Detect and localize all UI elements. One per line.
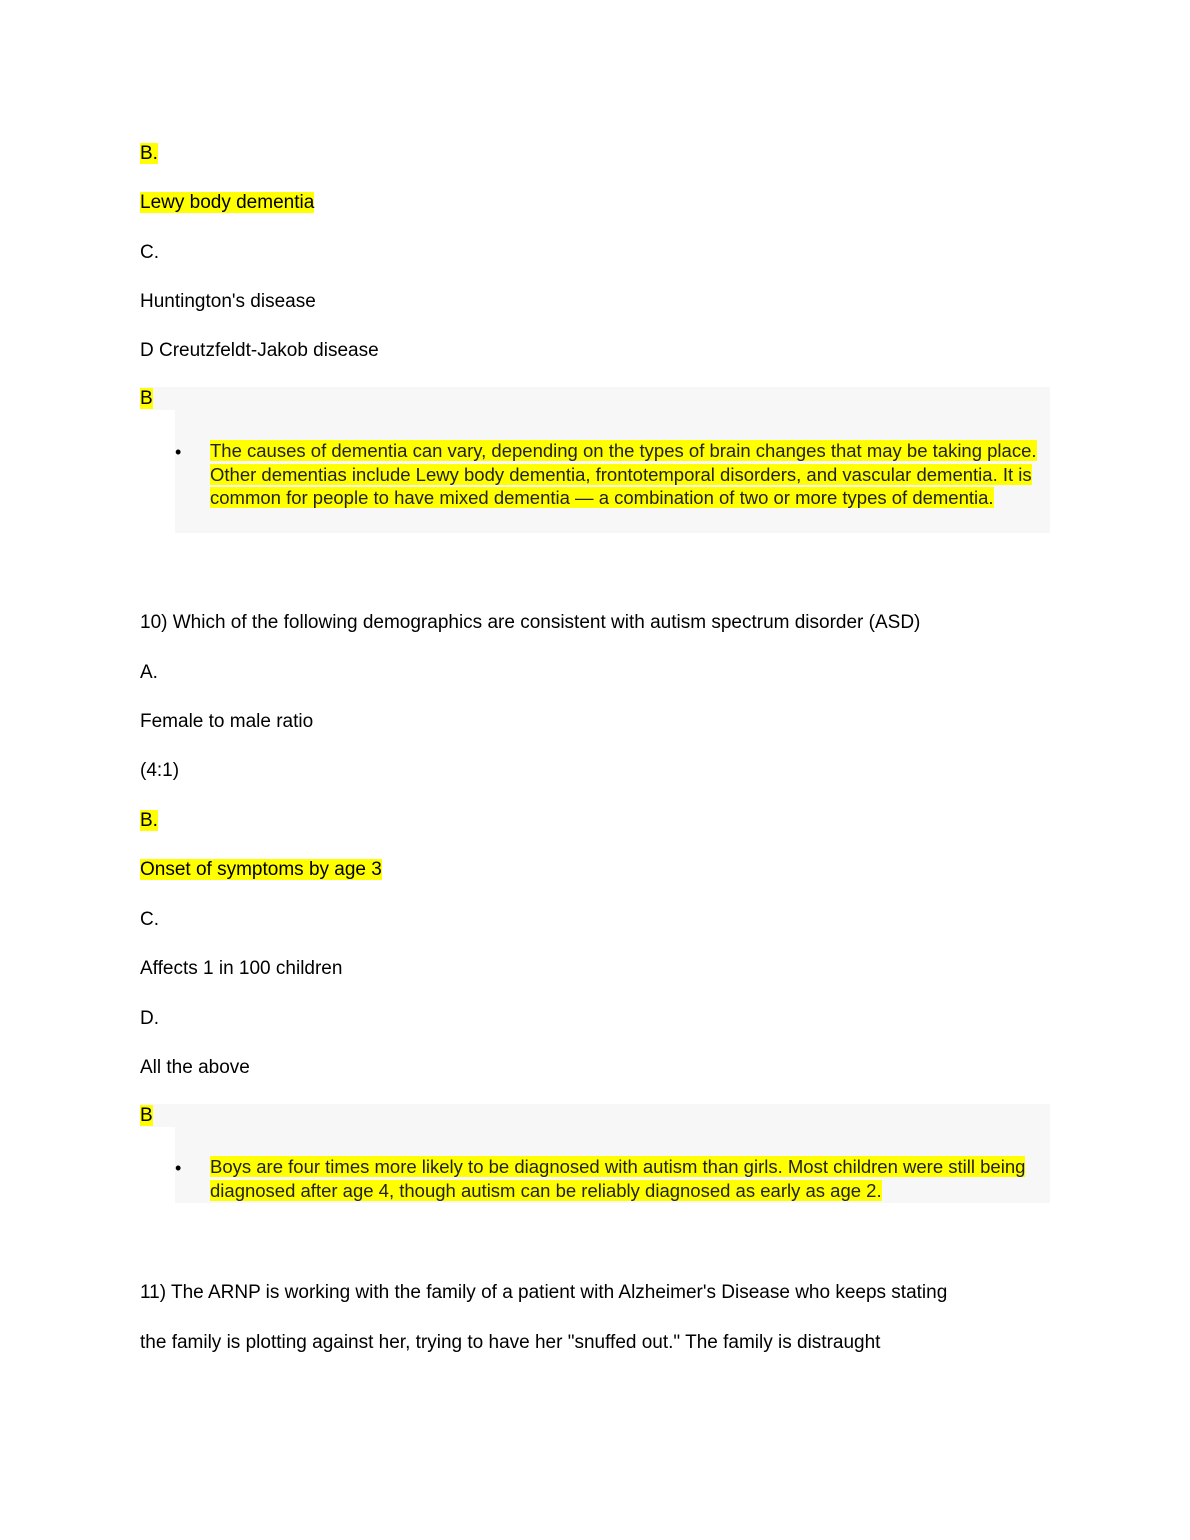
q9-option-c-letter: C. bbox=[140, 242, 159, 263]
q10-option-b-text: Onset of symptoms by age 3 bbox=[140, 859, 382, 880]
q9-option-b-text: Lewy body dementia bbox=[140, 192, 315, 213]
q10-answer-explanation: Boys are four times more likely to be diagnosed with autism than girls. Most children were still being diagnosed after age 4, though autism can be reliably diagnosed as early as age 2. bbox=[210, 1156, 1026, 1201]
q9-answer-shade bbox=[140, 387, 1050, 410]
q10-option-d-text: All the above bbox=[140, 1057, 250, 1078]
q10-option-c-text: Affects 1 in 100 children bbox=[140, 958, 343, 979]
bullet-icon: • bbox=[175, 1158, 182, 1178]
bullet-icon: • bbox=[175, 442, 182, 462]
q9-answer-label: B bbox=[140, 388, 153, 409]
q9-option-d-text: D Creutzfeldt-Jakob disease bbox=[140, 340, 379, 361]
q11-question-line2: the family is plotting against her, trying to have her "snuffed out." The family is distraught bbox=[140, 1332, 881, 1353]
q9-answer-explanation: The causes of dementia can vary, depending on the types of brain changes that may be taking place. Other dementias include Lewy body dementia, frontotemporal disorders, and vascular dementia. It is common for people to have mixed dementia — a combination of two or more types of dementia. bbox=[210, 440, 1037, 508]
q10-question: 10) Which of the following demographics are consistent with autism spectrum disorder (ASD) bbox=[140, 612, 921, 633]
q10-answer-label: B bbox=[140, 1105, 153, 1126]
q10-option-a-text: Female to male ratio bbox=[140, 711, 314, 732]
q10-option-a-ratio: (4:1) bbox=[140, 760, 180, 781]
q10-option-b-letter: B. bbox=[140, 810, 158, 831]
q10-option-d-letter: D. bbox=[140, 1008, 159, 1029]
q10-answer-shade bbox=[140, 1104, 1050, 1127]
q10-answer-explanation-block bbox=[175, 1127, 1050, 1203]
q9-answer-explanation-block bbox=[175, 410, 1050, 533]
q9-option-c-text: Huntington's disease bbox=[140, 291, 316, 312]
q9-option-b-letter: B. bbox=[140, 143, 158, 164]
q11-question-line1: 11) The ARNP is working with the family of a patient with Alzheimer's Disease who keeps stating bbox=[140, 1282, 948, 1303]
q10-option-a-letter: A. bbox=[140, 662, 158, 683]
q10-option-c-letter: C. bbox=[140, 909, 159, 930]
